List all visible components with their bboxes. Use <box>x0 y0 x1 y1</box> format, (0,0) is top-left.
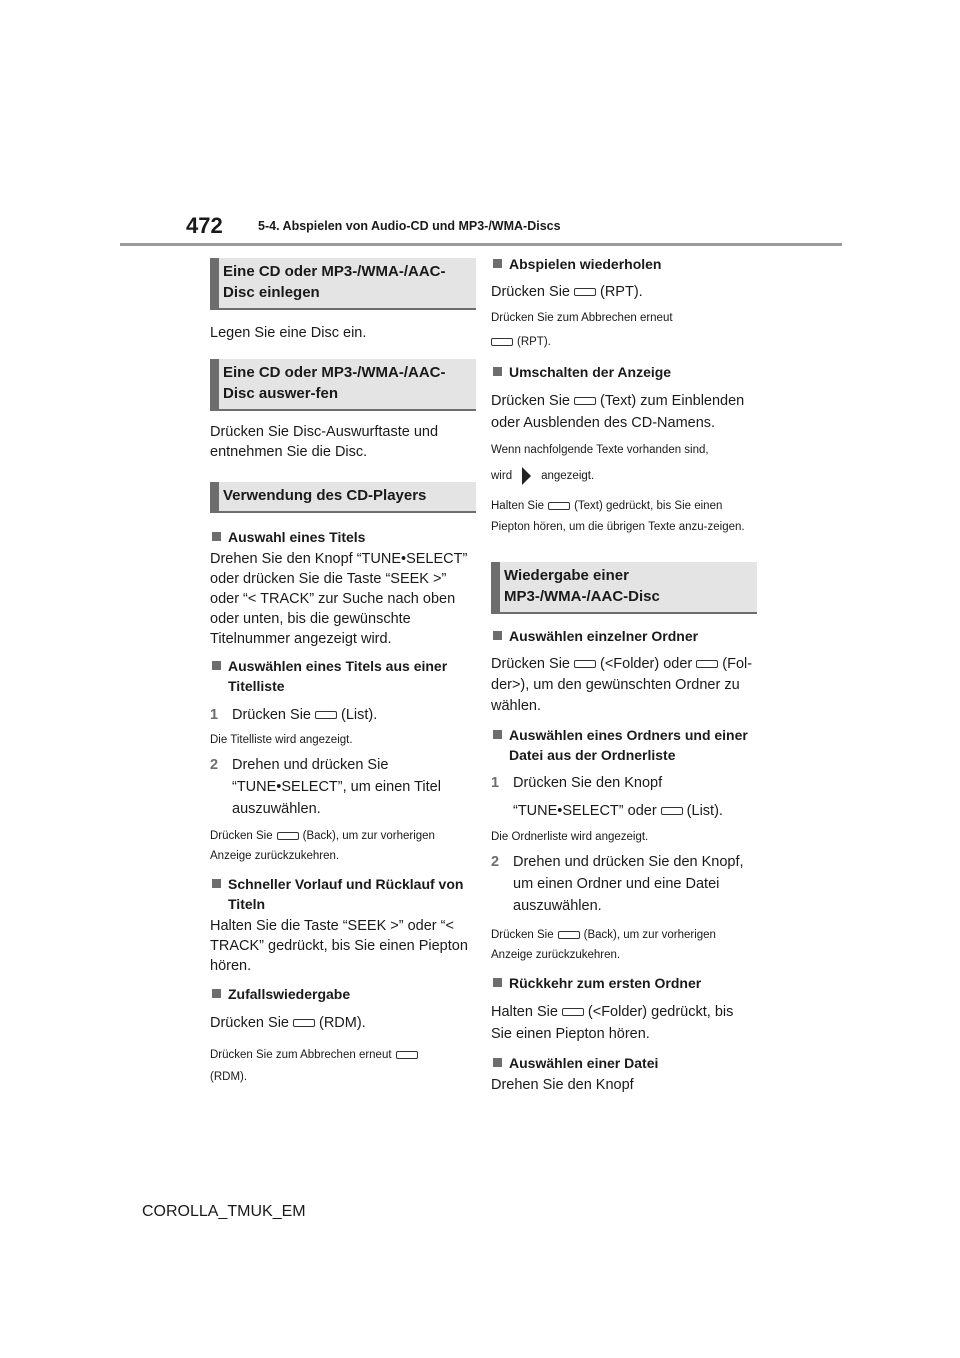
note: Wenn nachfolgende Texte vorhanden sind, <box>491 444 709 456</box>
paragraph: Drehen Sie den Knopf <box>491 1077 634 1093</box>
step-number: 1 <box>491 775 500 791</box>
text: Drücken Sie <box>491 393 570 409</box>
step-text: Drücken Sie den Knopf “TUNE•SELECT” oder <box>513 775 663 819</box>
folder-next-button-icon <box>696 660 718 668</box>
note-text: Drücken Sie <box>210 830 273 842</box>
subheading: Auswählen eines Titels aus einer Titelliste <box>210 656 472 696</box>
note <box>491 925 753 965</box>
step-2 <box>210 754 472 820</box>
list-button-icon <box>315 711 337 719</box>
step-number: 2 <box>491 854 500 870</box>
back-button-icon <box>277 832 299 840</box>
text: Drücken Sie <box>491 284 570 300</box>
paragraph: Halten Sie die Taste “SEEK >” oder “< TRACK” gedrückt, bis Sie einen Piepton hören. <box>210 918 468 974</box>
header-rule <box>120 243 842 246</box>
paragraph <box>491 654 753 717</box>
step-text: (List). <box>340 707 378 723</box>
note: Drücken Sie zum Abbrechen erneut <box>491 312 673 324</box>
note-text: Drücken Sie <box>491 929 554 941</box>
note-text: angezeigt. <box>541 470 595 482</box>
subheading: Zufallswiedergabe <box>210 984 472 1004</box>
subheading: Auswählen einzelner Ordner <box>491 626 753 646</box>
step-2 <box>491 851 753 917</box>
note-text: Drücken Sie zum Abbrechen erneut <box>210 1049 392 1061</box>
text: Drücken Sie <box>491 656 570 672</box>
section-heading-insert-disc: Eine CD oder MP3-/WMA-/AAC-Disc einlegen <box>210 258 476 310</box>
note <box>491 496 753 538</box>
paragraph: Legen Sie eine Disc ein. <box>210 325 367 341</box>
paragraph: Drücken Sie Disc-Auswurftaste und entnehmen Sie die Disc. <box>210 424 439 460</box>
subheading: Auswählen einer Datei <box>491 1053 753 1073</box>
paragraph <box>491 282 753 302</box>
note <box>210 1045 472 1065</box>
list-button-icon <box>661 807 683 815</box>
rpt-button-icon <box>574 288 596 296</box>
step-text: (List). <box>686 803 723 819</box>
subheading: Schneller Vorlauf und Rücklauf von Titeln <box>210 874 472 914</box>
text: (Fol-der>), um den gewünschten Ordner zu wählen. <box>491 656 753 714</box>
text: (<Folder) oder <box>599 656 693 672</box>
paragraph: Drehen Sie den Knopf “TUNE•SELECT” oder drücken Sie die Taste “SEEK >” oder “< TRACK” zur Suche nach oben oder unten, bis die gewünschte Titelnummer angezeigt wird. <box>210 551 468 647</box>
paragraph <box>491 1001 753 1045</box>
subheading: Auswahl eines Titels <box>210 527 472 547</box>
folder-prev-button-icon <box>574 660 596 668</box>
rpt-button-icon <box>491 338 513 346</box>
step-1 <box>210 704 472 726</box>
step-number: 1 <box>210 707 219 723</box>
back-button-icon <box>558 931 580 939</box>
subheading: Abspielen wiederholen <box>491 254 753 274</box>
note <box>491 466 753 486</box>
subheading: Rückkehr zum ersten Ordner <box>491 973 753 993</box>
step-number: 2 <box>210 757 219 773</box>
note-text: Halten Sie <box>491 500 545 512</box>
subheading: Umschalten der Anzeige <box>491 362 753 382</box>
note <box>210 826 472 866</box>
note: (RDM). <box>210 1071 248 1083</box>
rdm-button-icon <box>293 1019 315 1027</box>
text: (RPT). <box>599 284 643 300</box>
paragraph <box>210 1013 472 1033</box>
text-button-icon <box>574 397 596 405</box>
note: Die Titelliste wird angezeigt. <box>210 734 353 746</box>
rdm-button-icon <box>396 1051 418 1059</box>
note-text: (Back), um zur vorherigen Anzeige zurückzukehren. <box>491 929 716 961</box>
note-text: wird <box>491 470 513 482</box>
right-column <box>491 254 753 1095</box>
note-text: (Back), um zur vorherigen Anzeige zurückzukehren. <box>210 830 435 862</box>
note-text: (RPT). <box>517 336 551 348</box>
note: Die Ordnerliste wird angezeigt. <box>491 831 649 843</box>
text-button-icon <box>548 502 570 510</box>
subheading: Auswählen eines Ordners und einer Datei aus der Ordnerliste <box>491 725 753 765</box>
page-number: 472 <box>186 213 223 238</box>
left-column <box>210 258 472 1087</box>
folder-prev-button-icon <box>562 1008 584 1016</box>
note-text: (Text) gedrückt, bis Sie einen Piepton hören, um die übrigen Texte anzu-zeigen. <box>491 500 745 533</box>
section-heading-eject-disc: Eine CD oder MP3-/WMA-/AAC-Disc auswer-fen <box>210 359 476 411</box>
text: (Text) zum Einblenden oder Ausblenden des CD-Namens. <box>491 393 745 431</box>
step-text: Drehen und drücken Sie “TUNE•SELECT”, um einen Titel auszuwählen. <box>232 757 441 817</box>
text: Drücken Sie <box>210 1015 289 1031</box>
step-1 <box>491 769 753 825</box>
text: Halten Sie <box>491 1004 558 1020</box>
section-heading-cd-player: Verwendung des CD-Players <box>210 482 476 513</box>
paragraph <box>491 390 753 434</box>
text: (<Folder) gedrückt, bis Sie einen Piepton hören. <box>491 1004 734 1042</box>
note <box>491 332 753 352</box>
more-text-arrow-icon <box>522 467 531 485</box>
step-text: Drehen und drücken Sie den Knopf, um einen Ordner und eine Datei auszuwählen. <box>513 854 744 914</box>
chapter-title: 5-4. Abspielen von Audio-CD und MP3-/WMA-Discs <box>258 219 561 233</box>
footer-model-code: COROLLA_TMUK_EM <box>142 1203 306 1220</box>
text: (RDM). <box>318 1015 366 1031</box>
step-text: Drücken Sie <box>232 707 311 723</box>
section-heading-mp3-playback: Wiedergabe einer MP3-/WMA-/AAC-Disc <box>491 562 757 614</box>
